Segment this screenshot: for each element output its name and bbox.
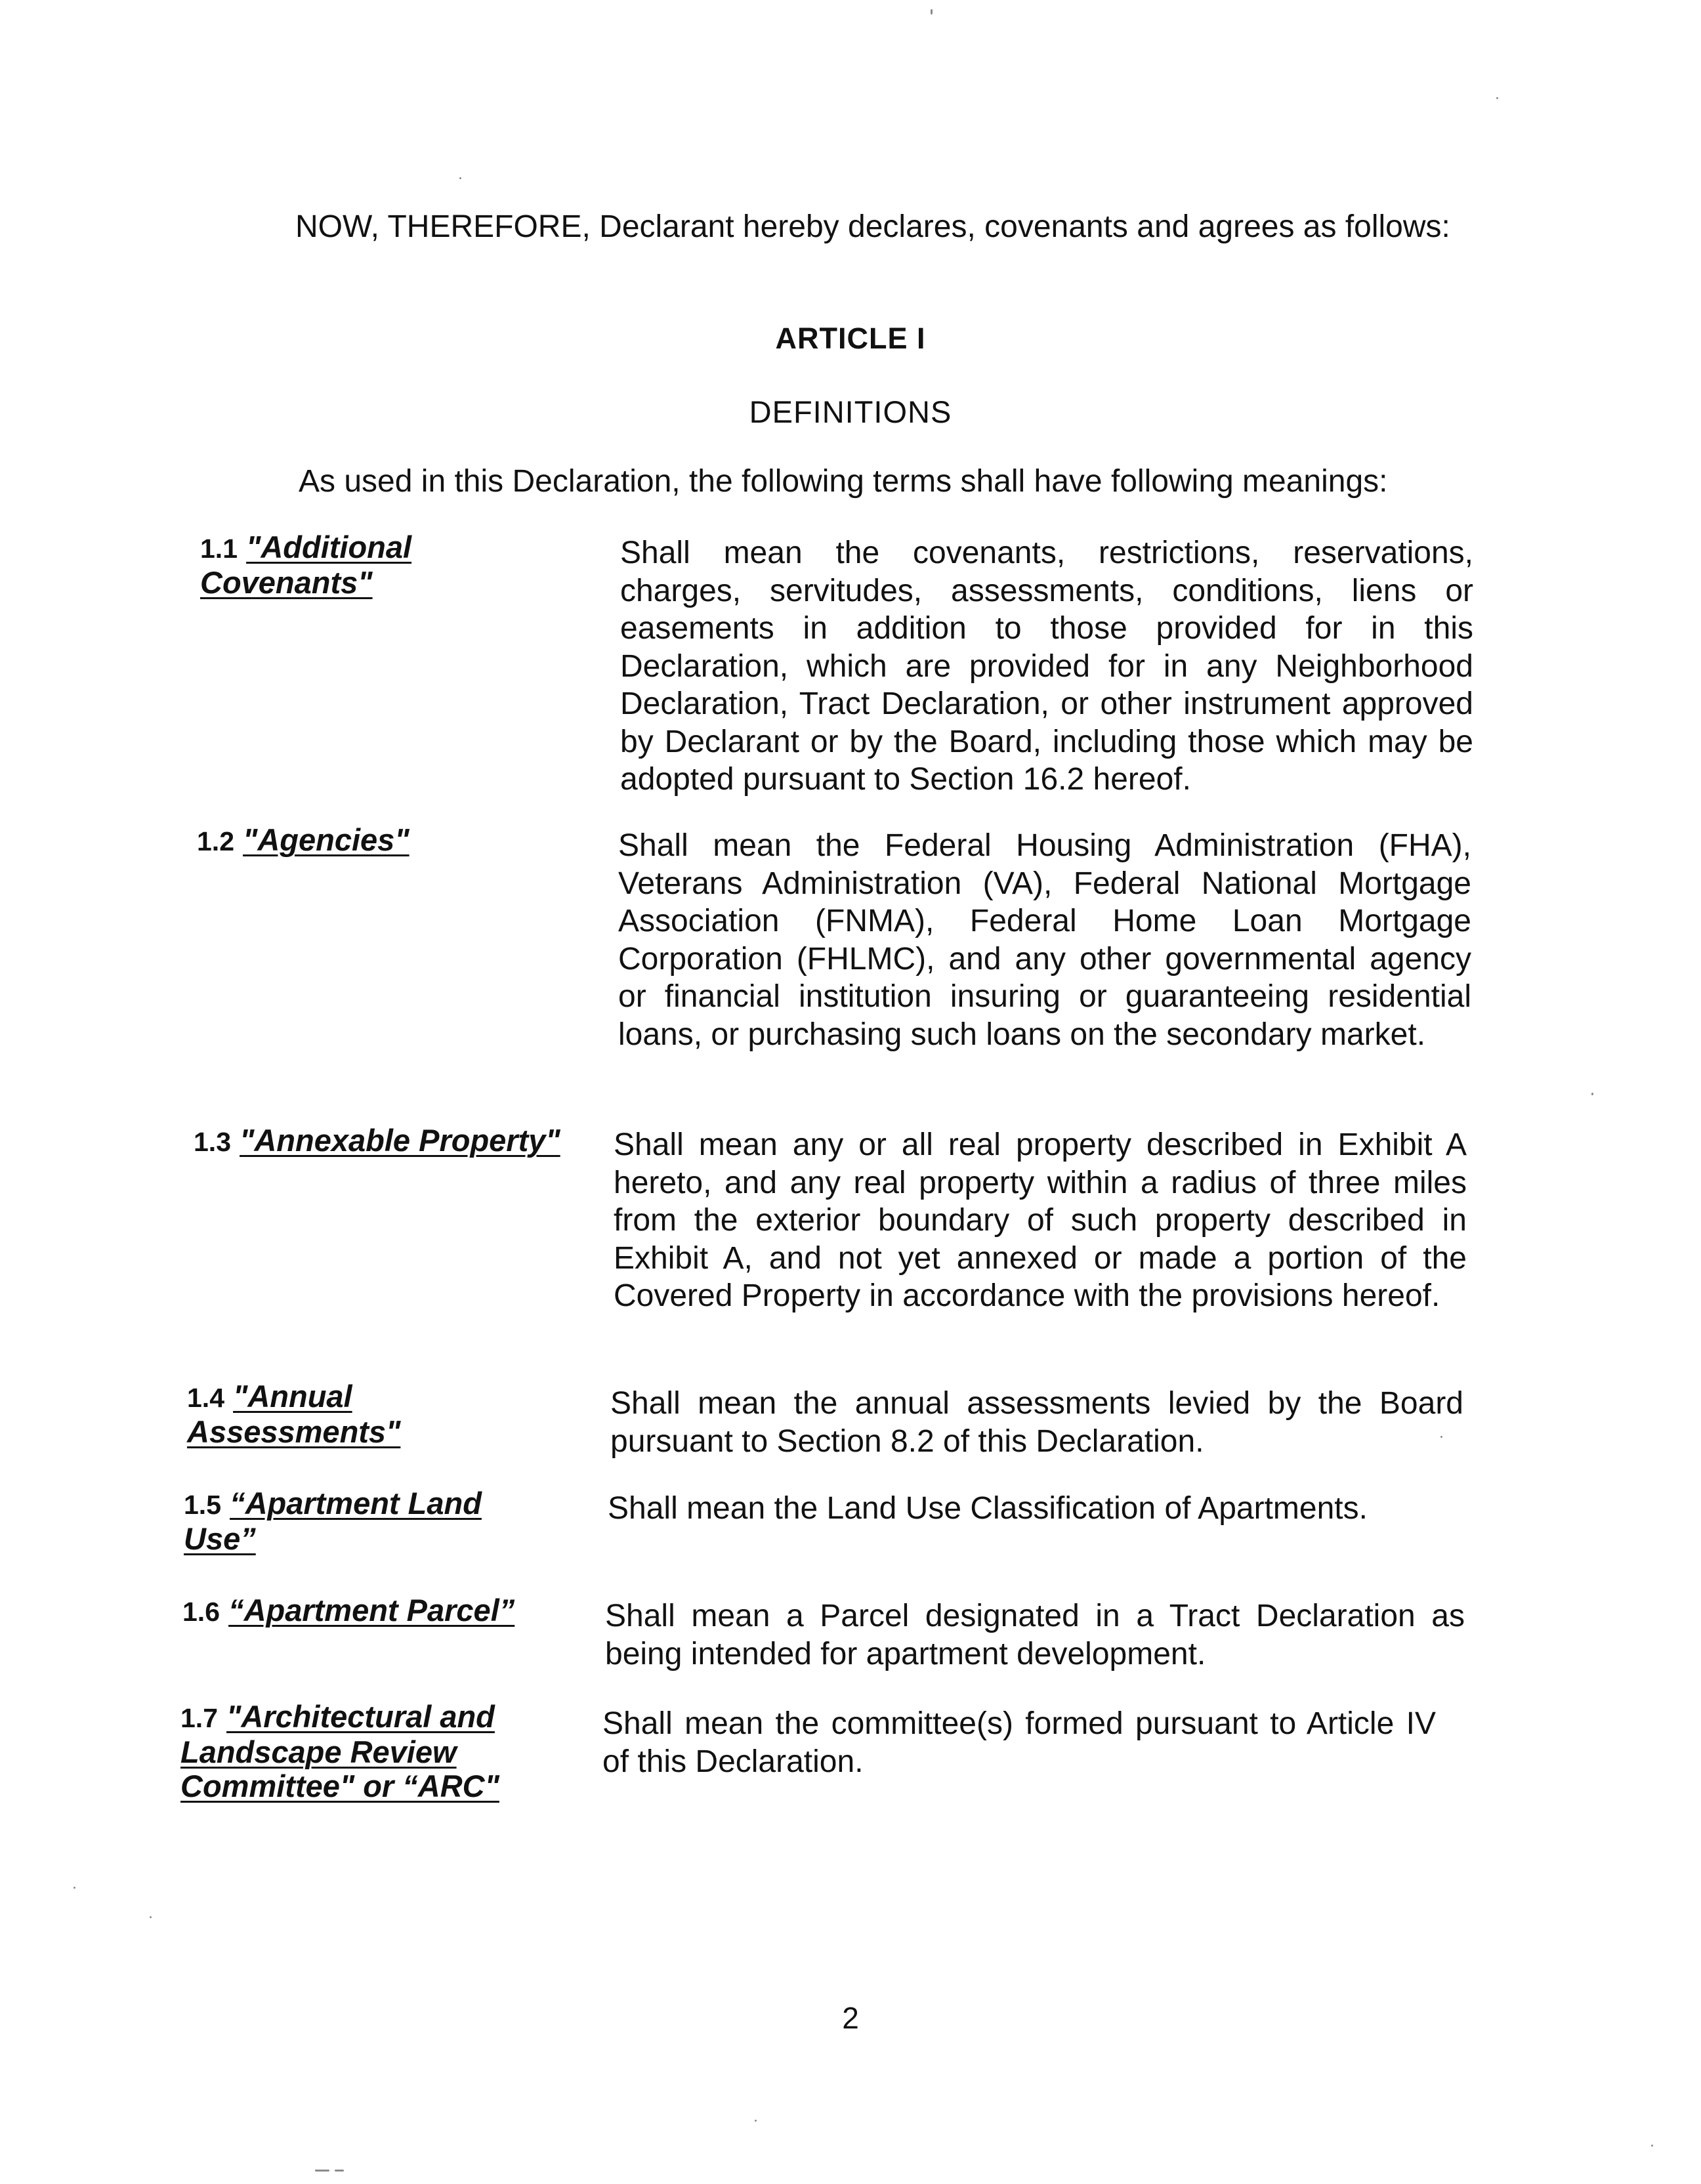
scan-speck [150, 1916, 152, 1918]
definition-term-name: "Additional Covenants" [200, 530, 412, 600]
definition-term [184, 1486, 525, 1556]
scan-speck [459, 177, 461, 179]
scan-speck [74, 1887, 75, 1889]
definition-meaning: Shall mean a Parcel designated in a Tract Declaration as being intended for apartment development. [605, 1599, 1465, 1671]
definition-term [194, 1124, 600, 1159]
definition-term [180, 1700, 535, 1803]
definition-number: 1.6 [182, 1597, 220, 1627]
definition-term-name: “Apartment Land Use” [184, 1486, 482, 1556]
definition-number: 1.2 [197, 826, 234, 856]
scan-speck [755, 2120, 757, 2122]
page-number: 2 [842, 2001, 859, 2035]
definitions-preamble: As used in this Declaration, the following terms shall have following meanings: [299, 464, 1388, 499]
scan-speck [1651, 2145, 1653, 2147]
definition-meaning: Shall mean the Federal Housing Administration (FHA), Veterans Administration (VA), Federal National Mortgage Association (FNMA), Federal Home Loan Mortgage Corporation (FHLMC), and any other governmental agency or financial institution insuring or guaranteeing residential loans, or purchasing such loans on the secondary market. [618, 828, 1471, 1052]
scan-speck [1591, 1093, 1593, 1095]
definition-term-name: "Agencies" [243, 822, 410, 857]
definition-number: 1.4 [187, 1383, 224, 1413]
definition-meaning: Shall mean any or all real property described in Exhibit A hereto, and any real property within a radius of three miles from the exterior boundary of such property described in Exhibit A, and not yet annexed or made a portion of the Covered Property in accordance with the provisions hereof. [614, 1127, 1467, 1313]
scan-speck [335, 2170, 344, 2172]
definition-term [200, 530, 463, 600]
definition-number: 1.5 [184, 1490, 221, 1520]
definition-meaning: Shall mean the covenants, restrictions, reservations, charges, servitudes, assessments, conditions, liens or easements in addition to those provided for in this Declaration, which are provided for in any Neighborhood Declaration, Tract Declaration, or other instrument approved by Declarant or by the Board, including those which may be adopted pursuant to Section 16.2 hereof. [620, 536, 1473, 797]
definition-term [182, 1593, 589, 1629]
definition-number: 1.7 [180, 1703, 218, 1733]
definition-number: 1.3 [194, 1127, 231, 1157]
definition-term [187, 1379, 463, 1449]
scan-speck [1496, 97, 1498, 99]
definition-term-name: "Architectural and Landscape Review Committee" or “ARC" [180, 1699, 499, 1803]
definition-term-name: “Apartment Parcel” [228, 1593, 515, 1628]
intro-paragraph: NOW, THEREFORE, Declarant hereby declares, covenants and agrees as follows: [295, 209, 1450, 244]
definition-meaning: Shall mean the committee(s) formed pursuant to Article IV of this Declaration. [602, 1706, 1436, 1779]
definition-meaning: Shall mean the annual assessments levied by the Board pursuant to Section 8.2 of this Declaration. [610, 1386, 1463, 1459]
definition-number: 1.1 [200, 534, 238, 564]
definition-term-name: "Annual Assessments" [187, 1379, 401, 1449]
scan-speck [931, 9, 933, 14]
article-title: DEFINITIONS [749, 394, 952, 429]
definition-meaning: Shall mean the Land Use Classification of Apartments. [608, 1491, 1368, 1526]
scan-speck [315, 2170, 329, 2172]
article-heading: ARTICLE I [775, 322, 926, 355]
definition-term [197, 823, 492, 858]
definition-term-name: "Annexable Property" [240, 1123, 560, 1158]
scan-speck [1440, 1436, 1442, 1438]
